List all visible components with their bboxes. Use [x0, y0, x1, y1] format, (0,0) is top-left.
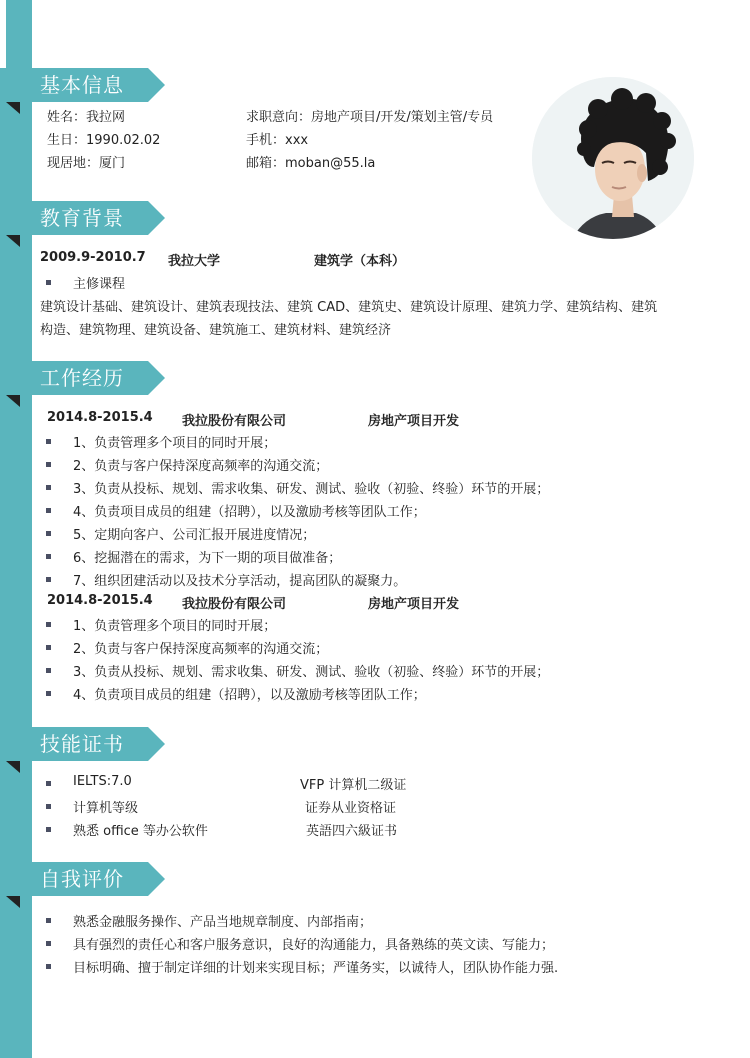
job-company: 我拉股份有限公司 [182, 597, 287, 612]
job-period: 2014.8-2015.4 [47, 593, 153, 608]
square-bullet-icon [46, 439, 51, 444]
job-duty: 6、挖掘潜在的需求，为下一期的项目做准备； [73, 551, 342, 566]
birth-field: 生日：1990.02.02 [47, 133, 161, 148]
courses-label: 主修课程 [73, 277, 126, 292]
education-major: 建筑学（本科） [314, 254, 406, 269]
square-bullet-icon [46, 918, 51, 923]
self-eval-item: 目标明确、擅于制定详细的计划来实现目标；严谨务实，以诚待人，团队协作能力强. [73, 961, 559, 976]
job-duty: 4、负责项目成员的组建（招聘），以及激励考核等团队工作； [73, 505, 426, 520]
section-header-skills [0, 727, 165, 761]
profile-photo [532, 77, 694, 239]
square-bullet-icon [46, 622, 51, 627]
job-duty: 5、定期向客户、公司汇报开展进度情况； [73, 528, 316, 543]
job-duty: 1、负责管理多个项目的同时开展； [73, 436, 277, 451]
job-duty: 4、负责项目成员的组建（招聘），以及激励考核等团队工作； [73, 688, 426, 703]
job-duty: 7、组织团建活动以及技术分享活动，提高团队的凝聚力。 [73, 574, 407, 589]
square-bullet-icon [46, 827, 51, 832]
square-bullet-icon [46, 531, 51, 536]
section-header-self [0, 862, 165, 896]
square-bullet-icon [46, 781, 51, 786]
section-title: 基本信息 [40, 73, 124, 97]
square-bullet-icon [46, 508, 51, 513]
job-duty: 3、负责从投标、规划、需求收集、研发、测试、验收（初验、终验）环节的开展； [73, 665, 550, 680]
section-header-education [0, 201, 165, 235]
section-title: 教育背景 [40, 206, 124, 230]
courses-line-2: 构造、建筑物理、建筑设备、建筑施工、建筑材料、建筑经济 [40, 323, 392, 338]
square-bullet-icon [46, 964, 51, 969]
triangle-marker-icon [6, 395, 20, 407]
section-header-basic [0, 68, 165, 102]
job-position: 房地产项目开发 [368, 597, 460, 612]
square-bullet-icon [46, 462, 51, 467]
square-bullet-icon [46, 941, 51, 946]
certificate-item: VFP 计算机二级证 [300, 778, 407, 793]
self-eval-item: 熟悉金融服务操作、产品当地规章制度、内部指南； [73, 915, 373, 930]
education-period: 2009.9-2010.7 [40, 250, 146, 265]
courses-line-1: 建筑设计基础、建筑设计、建筑表现技法、建筑 CAD、建筑史、建筑设计原理、建筑力学、建筑结构、建筑 [40, 300, 658, 315]
square-bullet-icon [46, 554, 51, 559]
job-duty: 2、负责与客户保持深度高频率的沟通交流； [73, 642, 329, 657]
job-company: 我拉股份有限公司 [182, 414, 287, 429]
section-header-work [0, 361, 165, 395]
name-field: 姓名：我拉网 [47, 110, 126, 125]
email-field: 邮箱：moban@55.la [246, 156, 376, 171]
square-bullet-icon [46, 691, 51, 696]
job-position: 房地产项目开发 [368, 414, 460, 429]
triangle-marker-icon [6, 761, 20, 773]
intention-field: 求职意向：房地产项目/开发/策划主管/专员 [246, 110, 494, 125]
job-duty: 2、负责与客户保持深度高频率的沟通交流； [73, 459, 329, 474]
certificate-item: 证券从业资格证 [305, 801, 397, 816]
skill-item: 计算机等级 [73, 801, 139, 816]
square-bullet-icon [46, 804, 51, 809]
triangle-marker-icon [6, 896, 20, 908]
square-bullet-icon [46, 668, 51, 673]
square-bullet-icon [46, 645, 51, 650]
section-title: 技能证书 [40, 732, 124, 756]
job-duty: 1、负责管理多个项目的同时开展； [73, 619, 277, 634]
square-bullet-icon [46, 577, 51, 582]
rail-top-gap [0, 0, 6, 68]
residence-field: 现居地：厦门 [47, 156, 126, 171]
square-bullet-icon [46, 485, 51, 490]
skill-item: 熟悉 office 等办公软件 [73, 824, 208, 839]
phone-field: 手机：xxx [246, 133, 309, 148]
portrait-illustration [532, 77, 694, 239]
section-title: 工作经历 [40, 366, 124, 390]
education-school: 我拉大学 [168, 254, 221, 269]
job-duty: 3、负责从投标、规划、需求收集、研发、测试、验收（初验、终验）环节的开展； [73, 482, 550, 497]
certificate-item: 英語四六級证书 [306, 824, 398, 839]
self-eval-item: 具有强烈的责任心和客户服务意识，良好的沟通能力，具备熟练的英文读、写能力； [73, 938, 555, 953]
triangle-marker-icon [6, 102, 20, 114]
triangle-marker-icon [6, 235, 20, 247]
square-bullet-icon [46, 280, 51, 285]
skill-item: IELTS:7.0 [73, 774, 132, 789]
section-title: 自我评价 [40, 867, 124, 891]
job-period: 2014.8-2015.4 [47, 410, 153, 425]
